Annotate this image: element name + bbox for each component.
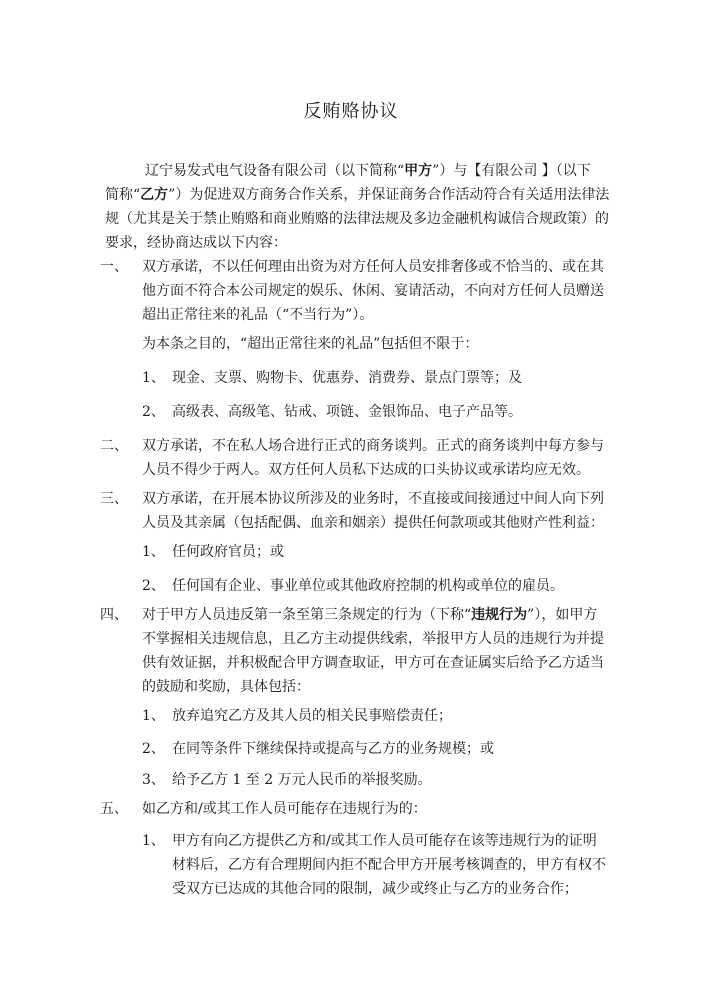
clause-3-item-1-number: 1、 bbox=[142, 544, 165, 560]
clause-2-number: 二、 bbox=[100, 438, 128, 454]
clause-4-line-2: 不掌握相关违规信息，且乙方主动提供线索，举报甲方人员的违规行为并提 bbox=[142, 631, 604, 647]
intro-line-1 bbox=[145, 162, 591, 180]
clause-1-item-2-number: 2、 bbox=[142, 404, 165, 420]
clause-1-item-1-text: 现金、支票、购物卡、优惠券、消费券、景点门票等；及 bbox=[172, 370, 522, 386]
clause-4-text: ”），如甲方 bbox=[527, 607, 598, 623]
clause-5-item-1-line-2: 材料后，乙方有合理期间内拒不配合甲方开展考核调查的，甲方有权不 bbox=[172, 857, 606, 873]
clause-5-item-1-line-3: 受双方已达成的其他合同的限制，减少或终止与乙方的业务合作； bbox=[172, 881, 578, 897]
clause-4-line-1 bbox=[142, 606, 597, 624]
intro-text: 简称“ bbox=[105, 187, 141, 203]
clause-3-item-1-text: 任何政府官员；或 bbox=[172, 544, 284, 560]
document-title: 反贿赂协议 bbox=[303, 101, 399, 122]
clause-1-number: 一、 bbox=[100, 259, 128, 275]
clause-1-line-3: 超出正常往来的礼品（“不当行为”）。 bbox=[142, 307, 374, 323]
clause-3-number: 三、 bbox=[100, 491, 128, 507]
intro-text: ”）为促进双方商务合作关系，并保证商务合作活动符合有关适用法律法 bbox=[168, 187, 610, 203]
clause-3-line-2: 人员及其亲属（包括配偶、血亲和姻亲）提供任何款项或其他财产性利益： bbox=[142, 515, 604, 531]
clause-5-item-1-line-1: 甲方有向乙方提供乙方和/或其工作人员可能存在该等违规行为的证明 bbox=[172, 833, 597, 849]
clause-4-text: 对于甲方人员违反第一条至第三条规定的行为（下称“ bbox=[142, 607, 472, 623]
intro-line-2 bbox=[105, 186, 609, 204]
clause-3-item-2-text: 任何国有企业、事业单位或其他政府控制的机构或单位的雇员。 bbox=[172, 578, 564, 594]
clause-3-line-1: 双方承诺，在开展本协议所涉及的业务时，不直接或间接通过中间人向下列 bbox=[142, 491, 604, 507]
clause-4-item-1-number: 1、 bbox=[142, 708, 165, 724]
clause-1-line-2: 他方面不符合本公司规定的娱乐、休闲、宴请活动，不向对方任何人员赠送 bbox=[142, 283, 604, 299]
clause-5-item-1-number: 1、 bbox=[142, 833, 165, 849]
clause-4-item-2-text: 在同等条件下继续保持或提高与乙方的业务规模；或 bbox=[172, 741, 494, 757]
clause-4-item-3-number: 3、 bbox=[142, 772, 165, 788]
clause-2-line-1: 双方承诺，不在私人场合进行正式的商务谈判。正式的商务谈判中每方参与 bbox=[142, 438, 604, 454]
clause-5-number: 五、 bbox=[100, 801, 128, 817]
party-b-label: 乙方 bbox=[140, 187, 169, 203]
clause-4-line-3: 供有效证据，并积极配合甲方调查取证，甲方可在查证属实后给予乙方适当 bbox=[142, 655, 604, 671]
clause-4-item-1-text: 放弃追究乙方及其人员的相关民事赔偿责任； bbox=[172, 708, 452, 724]
violation-term: 违规行为 bbox=[471, 607, 528, 623]
intro-line-4: 要求，经协商达成以下内容： bbox=[105, 235, 287, 251]
intro-text: 辽宁易发式电气设备有限公司（以下简称“ bbox=[145, 163, 405, 179]
clause-4-number: 四、 bbox=[100, 607, 128, 623]
clause-2-line-2: 人员不得少于两人。双方任何人员私下达成的口头协议或承诺均应无效。 bbox=[142, 462, 590, 478]
clause-1-item-1-number: 1、 bbox=[142, 370, 165, 386]
clause-1-item-2-text: 高级表、高级笔、钻戒、项链、金银饰品、电子产品等。 bbox=[172, 404, 522, 420]
intro-text: ”）与【有限公司 】（以下 bbox=[432, 163, 591, 179]
party-a-label: 甲方 bbox=[404, 163, 433, 179]
clause-1-note: 为本条之目的，“超出正常往来的礼品”包括但不限于： bbox=[142, 336, 479, 352]
clause-3-item-2-number: 2、 bbox=[142, 578, 165, 594]
intro-line-3: 规（尤其是关于禁止贿赂和商业贿赂的法律法规及多边金融机构诚信合规政策）的 bbox=[105, 211, 609, 227]
clause-5-line-1: 如乙方和/或其工作人员可能存在违规行为的： bbox=[142, 801, 427, 817]
clause-4-item-2-number: 2、 bbox=[142, 741, 165, 757]
clause-1-line-1: 双方承诺，不以任何理由出资为对方任何人员安排奢侈或不恰当的、或在其 bbox=[142, 259, 604, 275]
clause-4-line-4: 的鼓励和奖励，具体包括： bbox=[142, 679, 310, 695]
clause-4-item-3-text: 给予乙方 1 至 2 万元人民币的举报奖励。 bbox=[172, 772, 432, 788]
